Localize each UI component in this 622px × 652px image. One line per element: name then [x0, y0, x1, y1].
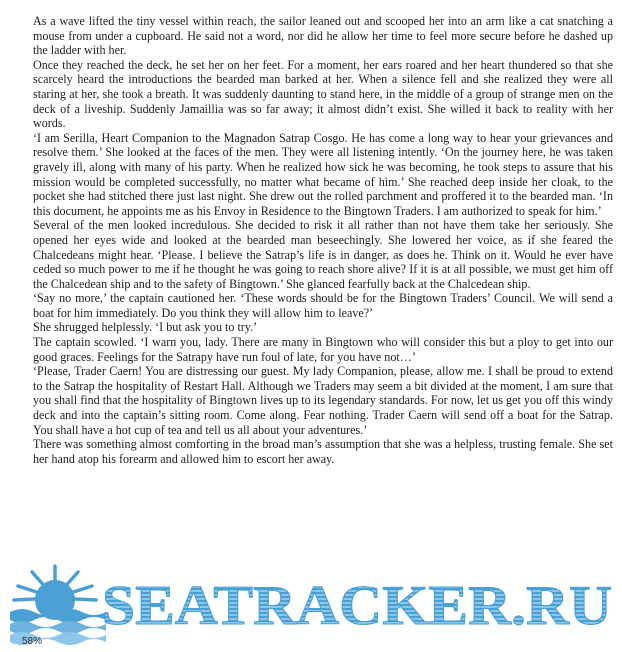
- paragraph: There was something almost comforting in the broad man’s assumption that she was a helpless, trusting female. She set her hand atop his forearm and allowed him to escort her away.: [33, 437, 613, 466]
- paragraph: ‘Please, Trader Caern! You are distressing our guest. My lady Companion, please, allow me. I shall be proud to extend to the Satrap the hospitality of Restart Hall. Although we Traders may seem a bit divided at the moment, I am sure that you shall find that the hospitality of Bingtown lives up to its legendary standards. For now, let us get you off this windy deck and into the captain’s sitting room. Come along. Fear nothing. Trader Caern will send off a boat for the Satrap. You shall have a hot cup of tea and tell us all about your adventures.’: [33, 364, 613, 437]
- reading-progress: 58%: [22, 636, 43, 647]
- paragraph: ‘Say no more,’ the captain cautioned her. ‘These words should be for the Bingtown Traders’ Council. We will send a boat for him immediately. Do you think they will allow him to leave?’: [33, 291, 613, 320]
- watermark-logo: [10, 560, 620, 650]
- watermark-text: SEATRACKER.RU: [102, 575, 612, 637]
- paragraph: Once they reached the deck, he set her on her feet. For a moment, her ears roared and her heart thundered so that she scarcely heard the introductions the bearded man barked at her. When a silence fell and she realized they were all staring at her, she took a breath. It was suddenly daunting to stand here, in the middle of a group of strange men on the deck of a liveship. Suddenly Jamaillia was so far away; it almost didn’t exist. She willed it back to reality with her words.: [33, 57, 613, 131]
- paragraph: The captain scowled. ‘I warn you, lady. There are many in Bingtown who will consider this but a ploy to get into our good graces. Feelings for the Satrapy have run foul of late, for you have not…’: [33, 335, 613, 364]
- paragraph: She shrugged helplessly. ‘I but ask you to try.’: [33, 320, 258, 335]
- paragraph: Several of the men looked incredulous. She decided to risk it all rather than not have them take her seriously. She opened her eyes wide and looked at the bearded man beseechingly. She lowered her voice, as if she feared the Chalcedeans might hear. ‘Please. I believe the Satrap’s life is in danger, as does he. Think on it. Would he ever have ceded so much power to me if he thought he was going to reach shore alive? If it is at all possible, we must get him off the Chalcedean ship and to the safety of Bingtown.’ She glanced fearfully back at the Chalcedean ship.: [33, 218, 613, 291]
- book-text: [33, 14, 613, 466]
- sun-over-waves-icon: [10, 566, 106, 645]
- paragraph: ‘I am Serilla, Heart Companion to the Magnadon Satrap Cosgo. He has come a long way to hear your grievances and resolve them.’ She looked at the faces of the men. They were all listening intently. ‘On the journey here, he was taken gravely ill, along with many of his party. When he realized how sick he was becoming, he took steps to assure that his mission would be completed successfully, no matter what became of him.’ She reached deep inside her cloak, to the pocket she had stitched there just last night. She drew out the rolled parchment and proffered it to the bearded man. ‘In this document, he appoints me as his Envoy in Residence to the Bingtown Traders. I am authorized to speak for him.’: [33, 130, 613, 218]
- paragraph: As a wave lifted the tiny vessel within reach, the sailor leaned out and scooped her into an arm like a cat snatching a mouse from under a cupboard. He said not a word, nor did he allow her time to feel more secure before he dashed up the ladder with her.: [33, 14, 613, 58]
